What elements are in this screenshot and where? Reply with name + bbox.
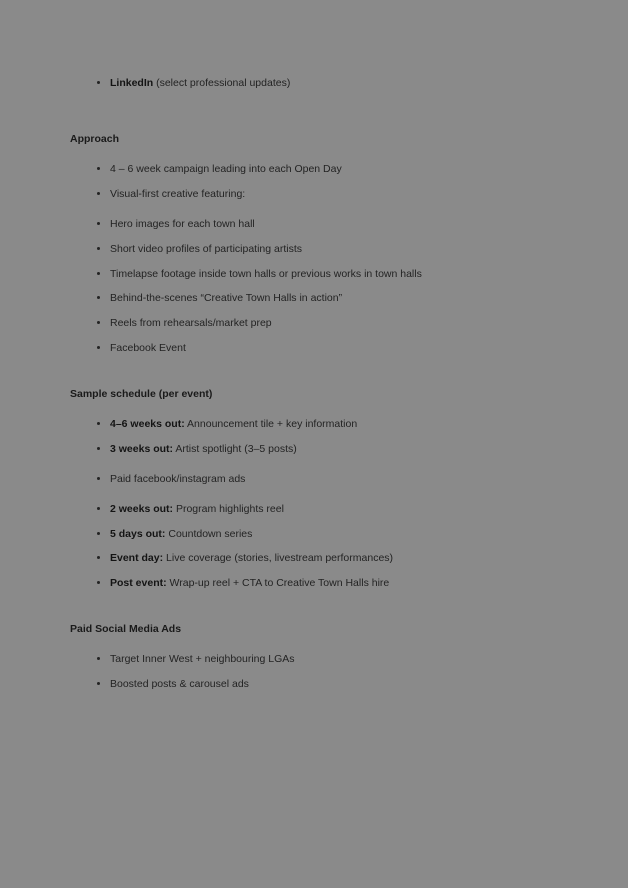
list-item <box>110 502 560 516</box>
list-item <box>110 187 560 201</box>
list-item <box>110 341 560 355</box>
list-item <box>110 217 560 231</box>
document-body <box>70 60 560 707</box>
list-item-lead: LinkedIn <box>110 77 154 89</box>
list-item-lead: Event day: <box>110 552 164 565</box>
section-heading: Approach <box>70 133 120 146</box>
list-item-text: Boosted posts & carousel ads <box>110 677 249 690</box>
list-item-text: Announcement tile + key information <box>184 417 358 430</box>
list-item-text: Behind-the-scenes “Creative Town Halls in action” <box>110 292 343 305</box>
list-item <box>110 162 560 176</box>
section-heading: Sample schedule (per event) <box>70 387 213 400</box>
bullet-list-l1 <box>70 417 560 456</box>
bullet-list-l1 <box>70 162 560 201</box>
bullet-list-l1 <box>70 652 560 691</box>
list-item <box>110 527 560 541</box>
list-item-text: Target Inner West + neighbouring LGAs <box>110 653 295 666</box>
bullet-list-l1 <box>70 502 560 590</box>
bullet-list-l3 <box>70 472 560 486</box>
list-item-lead: Post event: <box>110 576 167 589</box>
list-item <box>110 242 560 256</box>
list-item <box>110 677 560 691</box>
list-item <box>110 291 560 305</box>
list-item <box>110 472 560 486</box>
vertical-spacer <box>70 106 560 132</box>
list-item-text: Visual-first creative featuring: <box>110 188 246 201</box>
list-item <box>110 316 560 330</box>
list-item-text: Reels from rehearsals/market prep <box>110 316 272 329</box>
list-item <box>110 267 560 281</box>
list-item-lead: 4–6 weeks out: <box>110 417 185 430</box>
list-item <box>110 551 560 565</box>
list-item-text: Facebook Event <box>110 341 186 354</box>
list-item <box>110 576 560 590</box>
bullet-list-l1 <box>70 76 560 90</box>
list-item-text: Artist spotlight (3–5 posts) <box>173 442 297 455</box>
section-heading: Paid Social Media Ads <box>70 623 182 636</box>
list-item-text: Short video profiles of participating artists <box>110 242 303 255</box>
list-item <box>110 417 560 431</box>
list-item-text: Wrap-up reel + CTA to Creative Town Halls hire <box>166 576 390 589</box>
vertical-spacer <box>70 606 560 622</box>
bullet-list-l2 <box>70 217 560 355</box>
list-item <box>110 442 560 456</box>
list-item-text: 4 – 6 week campaign leading into each Open Day <box>110 163 342 176</box>
list-item-text: Timelapse footage inside town halls or previous works in town halls <box>110 267 422 280</box>
list-item <box>110 652 560 666</box>
list-item-lead: 3 weeks out: <box>110 442 174 455</box>
list-item-text: Countdown series <box>165 527 253 540</box>
list-item-text: Live coverage (stories, livestream performances) <box>163 552 394 565</box>
list-item-lead: 5 days out: <box>110 527 166 540</box>
list-item-text: (select professional updates) <box>153 77 291 89</box>
list-item-text: Hero images for each town hall <box>110 218 255 231</box>
list-item-text: Program highlights reel <box>173 502 284 515</box>
vertical-spacer <box>70 371 560 387</box>
list-item-text: Paid facebook/instagram ads <box>110 472 246 485</box>
list-item <box>110 76 560 90</box>
list-item-lead: 2 weeks out: <box>110 502 174 515</box>
